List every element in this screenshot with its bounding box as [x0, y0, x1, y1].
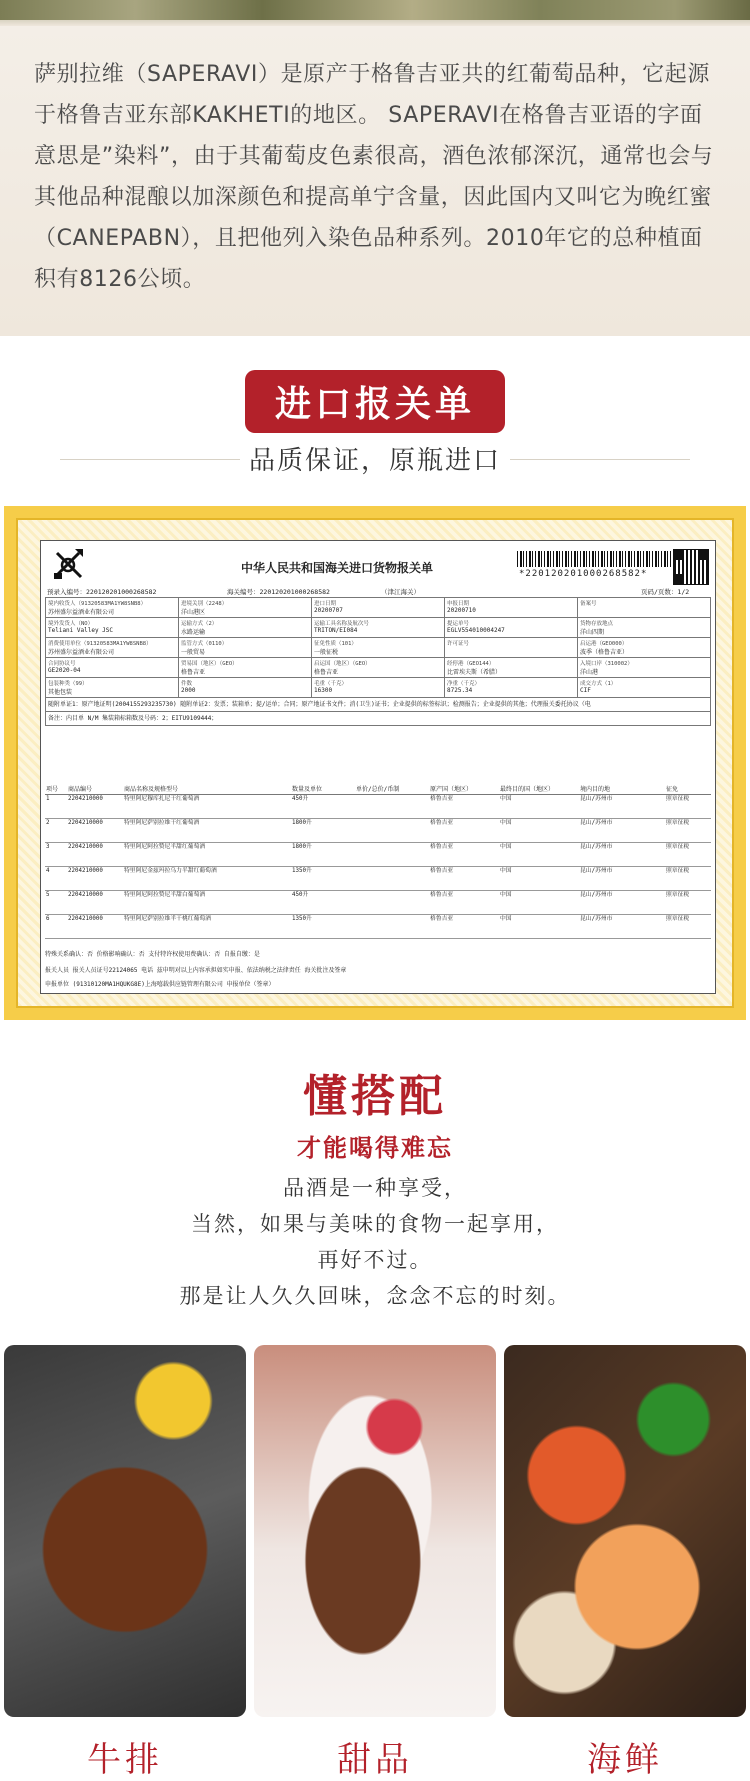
- goods-origin: 格鲁吉亚: [429, 819, 499, 843]
- goods-name: 特里阿尼萨别拉维干红葡萄酒: [123, 819, 291, 843]
- field-value: 波季（格鲁吉亚）: [580, 649, 629, 656]
- goods-levy: 照章征税: [665, 843, 711, 867]
- field-cell: [578, 598, 711, 618]
- field-label: 运输方式（2）: [181, 621, 218, 627]
- field-cell: [578, 638, 711, 658]
- goods-price: [355, 843, 429, 867]
- field-label: 运输工具名称及航次号: [314, 621, 370, 627]
- pre-entry-no: 预录入编号：220120201000268582: [47, 588, 157, 596]
- seafood-label: 海鲜: [587, 1740, 663, 1780]
- field-label: 毛重（千克）: [314, 681, 348, 687]
- goods-levy: 照章征税: [665, 891, 711, 915]
- field-label: 成交方式（1）: [580, 681, 617, 687]
- goods-levy: 照章征税: [665, 915, 711, 939]
- field-label: 净重（千克）: [447, 681, 481, 687]
- field-label: 贸易国（地区）（GEO）: [181, 661, 238, 667]
- field-cell: [179, 618, 312, 638]
- field-value: CIF: [580, 687, 591, 694]
- goods-header: 征免: [665, 783, 711, 795]
- intro-paragraph: 萨别拉维（SAPERAVI）是原产于格鲁吉亚共的红葡萄品种，它起源于格鲁吉亚东部KAKHETI的地区。 SAPERAVI在格鲁吉亚语的字面意思是”染料”，由于其葡萄皮色素很高，酒色浓郁深沉，通常也会与其他品种混酿以加深颜色和提高单宁含量，因此国内又叫它为晚红蜜（CANEPABN），且把他列入染色品种系列。2010年它的总种植面积有8126公顷。: [34, 62, 714, 292]
- field-label: 启运港（GEO000）: [580, 641, 628, 647]
- goods-dest: 中国: [499, 819, 579, 843]
- goods-name: 特里阿尼金兹玛拉乌力半甜红葡萄酒: [123, 867, 291, 891]
- field-cell: [312, 598, 445, 618]
- customs-certificate: [4, 506, 746, 1020]
- field-value: 2000: [181, 687, 196, 694]
- goods-qty: 1350升: [291, 915, 355, 939]
- goods-place: 昆山/苏州市: [579, 843, 665, 867]
- field-value: 苏州盛尔益酒业有限公司: [48, 609, 115, 616]
- pairing-lines: [0, 1170, 750, 1314]
- goods-name: 特里阿尼穆库扎尼干红葡萄酒: [123, 795, 291, 819]
- field-cell: [312, 638, 445, 658]
- goods-name: 特里阿尼萨别拉维半干桃红葡萄酒: [123, 915, 291, 939]
- goods-place: 昆山/苏州市: [579, 891, 665, 915]
- goods-header: 最终目的国（地区）: [499, 783, 579, 795]
- field-label: 进口日期: [314, 601, 337, 607]
- field-value: 20200707: [314, 607, 343, 614]
- goods-place: 昆山/苏州市: [579, 867, 665, 891]
- dessert-label: 甜品: [337, 1740, 413, 1780]
- goods-no: 2: [45, 819, 67, 843]
- field-cell: [312, 618, 445, 638]
- goods-price: [355, 915, 429, 939]
- field-value: 一般征税: [314, 649, 339, 656]
- field-value: 20200710: [447, 607, 476, 614]
- field-label: 启运国（地区）（GEO）: [314, 661, 371, 667]
- field-cell: [179, 678, 312, 698]
- field-label: 入境口岸（310002）: [580, 661, 633, 667]
- goods-origin: 格鲁吉亚: [429, 891, 499, 915]
- field-cell: [46, 638, 179, 658]
- goods-header: 项号: [45, 783, 67, 795]
- barcode-text: *220120201000268582*: [519, 569, 648, 579]
- field-label: 经停港（GEO144）: [447, 661, 495, 667]
- field-value: 洋山港: [580, 669, 599, 676]
- goods-place: 昆山/苏州市: [579, 795, 665, 819]
- vineyard-photo-strip: [0, 0, 750, 26]
- pairing-line: 当然，如果与美味的食物一起享用，: [191, 1212, 559, 1236]
- goods-dest: 中国: [499, 891, 579, 915]
- goods-code: 2204210000: [67, 915, 123, 939]
- goods-code: 2204210000: [67, 843, 123, 867]
- customs-badge: 进口报关单: [245, 370, 505, 433]
- field-value: 16300: [314, 687, 333, 694]
- qr-code: [673, 549, 709, 585]
- field-cell: [578, 678, 711, 698]
- goods-price: [355, 795, 429, 819]
- goods-header: 境内目的地: [579, 783, 665, 795]
- goods-code: 2204210000: [67, 891, 123, 915]
- goods-origin: 格鲁吉亚: [429, 915, 499, 939]
- field-cell: [578, 618, 711, 638]
- goods-dest: 中国: [499, 795, 579, 819]
- field-label: 合同协议号: [48, 661, 76, 667]
- goods-row: [45, 819, 711, 843]
- field-label: 包装种类（99）: [48, 681, 88, 687]
- field-cell: [445, 658, 578, 678]
- goods-levy: 照章征税: [665, 867, 711, 891]
- goods-origin: 格鲁吉亚: [429, 867, 499, 891]
- goods-dest: 中国: [499, 843, 579, 867]
- goods-code: 2204210000: [67, 819, 123, 843]
- goods-table: [45, 783, 711, 939]
- goods-header: 单价/总价/币制: [355, 783, 429, 795]
- field-label: 境内收货人（91320583MA1YW8SNB8）: [48, 601, 147, 607]
- goods-name: 特里阿尼阿拉赞尼半甜白葡萄酒: [123, 891, 291, 915]
- goods-header: 原产国（地区）: [429, 783, 499, 795]
- field-label: 货物存放地点: [580, 621, 614, 627]
- steak-label: 牛排: [87, 1740, 163, 1780]
- field-value: 水路运输: [181, 629, 206, 636]
- marks-cell: [46, 712, 711, 726]
- customs-emblem-icon: [51, 547, 85, 581]
- field-cell: [46, 598, 179, 618]
- page-count: 页码/页数：1/2: [641, 588, 690, 596]
- intro-section: [0, 0, 750, 336]
- goods-place: 昆山/苏州市: [579, 915, 665, 939]
- form-title: 中华人民共和国海关进口货物报关单: [241, 561, 434, 575]
- field-value: TRITON/EI084: [314, 627, 358, 634]
- field-cell: [179, 638, 312, 658]
- field-cell: [445, 618, 578, 638]
- field-value: 格鲁吉亚: [181, 669, 206, 676]
- goods-code: 2204210000: [67, 867, 123, 891]
- pairing-subtitle: 才能喝得难忘: [297, 1134, 453, 1162]
- goods-no: 6: [45, 915, 67, 939]
- dessert-photo: [254, 1345, 496, 1717]
- field-value: Teliani Valley JSC: [48, 627, 114, 634]
- field-cell: [578, 658, 711, 678]
- customs-subtitle: 品质保证，原瓶进口: [0, 440, 750, 477]
- form-footer-1: 特殊关系确认：否 价格影响确认：否 支付特许权使用费确认：否 自报自缴：是: [45, 951, 260, 958]
- marks-line: 备注：内目单 N/M 集装箱标箱数及号码：2；EITU9109444；: [48, 715, 218, 722]
- goods-qty: 450升: [291, 891, 355, 915]
- goods-qty: 1800升: [291, 819, 355, 843]
- field-cell: [312, 658, 445, 678]
- field-value: 8725.34: [447, 687, 473, 694]
- field-cell: [46, 618, 179, 638]
- field-label: 消费使用单位（91320583MA1YW8SNB8）: [48, 641, 152, 647]
- steak-photo: [4, 1345, 246, 1717]
- goods-place: 昆山/苏州市: [579, 819, 665, 843]
- field-value: 一般贸易: [181, 649, 206, 656]
- goods-row: [45, 915, 711, 939]
- goods-row: [45, 795, 711, 819]
- seafood-photo: [504, 1345, 746, 1717]
- pairing-line: 再好不过。: [317, 1248, 433, 1272]
- field-label: 征免性质（101）: [314, 641, 357, 647]
- goods-header-row: [45, 783, 711, 795]
- port-note: （津江海关）: [381, 588, 420, 596]
- certificate-frame: [16, 518, 734, 1008]
- form-header: [41, 541, 715, 597]
- field-value: 格鲁吉亚: [314, 669, 339, 676]
- field-cell: [445, 638, 578, 658]
- pairing-line: 品酒是一种享受，: [283, 1176, 467, 1200]
- field-value: 其他包装: [48, 689, 73, 696]
- goods-row: [45, 867, 711, 891]
- field-label: 申报日期: [447, 601, 470, 607]
- customs-declaration-form: [40, 540, 716, 994]
- goods-name: 特里阿尼阿拉赞尼半甜红葡萄酒: [123, 843, 291, 867]
- field-label: 监管方式（0110）: [181, 641, 228, 647]
- field-value: 洋山港区: [181, 609, 206, 616]
- goods-row: [45, 843, 711, 867]
- field-label: 进境关别（2248）: [181, 601, 228, 607]
- field-label: 许可证号: [447, 641, 470, 647]
- barcode: [517, 551, 689, 567]
- docs-line: 随附单证1：原产地证明(2004155293235730) 随附单证2：发票；装箱单；提/运单；合同；原产地证书文件；消(卫生)证书；企业提供的标签标识；检测报告；企业提供的其他；代理报关委托协议（电: [48, 701, 591, 708]
- goods-price: [355, 819, 429, 843]
- field-cell: [179, 658, 312, 678]
- field-cell: [312, 678, 445, 698]
- goods-code: 2204210000: [67, 795, 123, 819]
- field-cell: [46, 678, 179, 698]
- customs-title-wrap: [0, 370, 750, 433]
- field-cell: [46, 658, 179, 678]
- field-value: 洋山四期: [580, 629, 605, 636]
- form-footer-3: 申报单位 (91310120MA1HQUKG8E)上海嘻载供应链管理有限公司 申报单位（签章）: [45, 981, 275, 988]
- goods-origin: 格鲁吉亚: [429, 795, 499, 819]
- goods-qty: 1350升: [291, 867, 355, 891]
- field-value: EGLV554010004247: [447, 627, 505, 634]
- goods-no: 3: [45, 843, 67, 867]
- field-value: 苏州盛尔益酒业有限公司: [48, 649, 115, 656]
- goods-dest: 中国: [499, 915, 579, 939]
- field-label: 备案号: [580, 601, 597, 607]
- goods-no: 5: [45, 891, 67, 915]
- customs-no: 海关编号：220120201000268582: [227, 588, 330, 596]
- field-cell: [179, 598, 312, 618]
- goods-levy: 照章征税: [665, 819, 711, 843]
- goods-header: 商品编号: [67, 783, 123, 795]
- goods-price: [355, 891, 429, 915]
- goods-no: 4: [45, 867, 67, 891]
- field-cell: [445, 598, 578, 618]
- goods-no: 1: [45, 795, 67, 819]
- declaration-fields: [45, 597, 711, 726]
- goods-row: [45, 891, 711, 915]
- goods-origin: 格鲁吉亚: [429, 843, 499, 867]
- goods-header: 商品名称及规格型号: [123, 783, 291, 795]
- field-value: GE2020-04: [48, 667, 81, 674]
- field-cell: [445, 678, 578, 698]
- goods-header: 数量及单位: [291, 783, 355, 795]
- goods-levy: 照章征税: [665, 795, 711, 819]
- form-footer-2: 报关人员 报关人员证号22124065 电话 兹申明对以上内容承担如实申报、依法纳税之法律责任 海关批注及签章: [45, 967, 347, 974]
- docs-cell: [46, 698, 711, 712]
- field-label: 境外发货人（NO）: [48, 621, 94, 627]
- field-value: 比雷埃夫斯（希腊）: [447, 669, 502, 676]
- pairing-title: 懂搭配: [303, 1071, 447, 1122]
- goods-qty: 450升: [291, 795, 355, 819]
- goods-dest: 中国: [499, 867, 579, 891]
- goods-price: [355, 867, 429, 891]
- goods-qty: 1800升: [291, 843, 355, 867]
- pairing-line: 那是让人久久回味，念念不忘的时刻。: [179, 1284, 571, 1308]
- field-label: 提运单号: [447, 621, 470, 627]
- field-label: 件数: [181, 681, 193, 687]
